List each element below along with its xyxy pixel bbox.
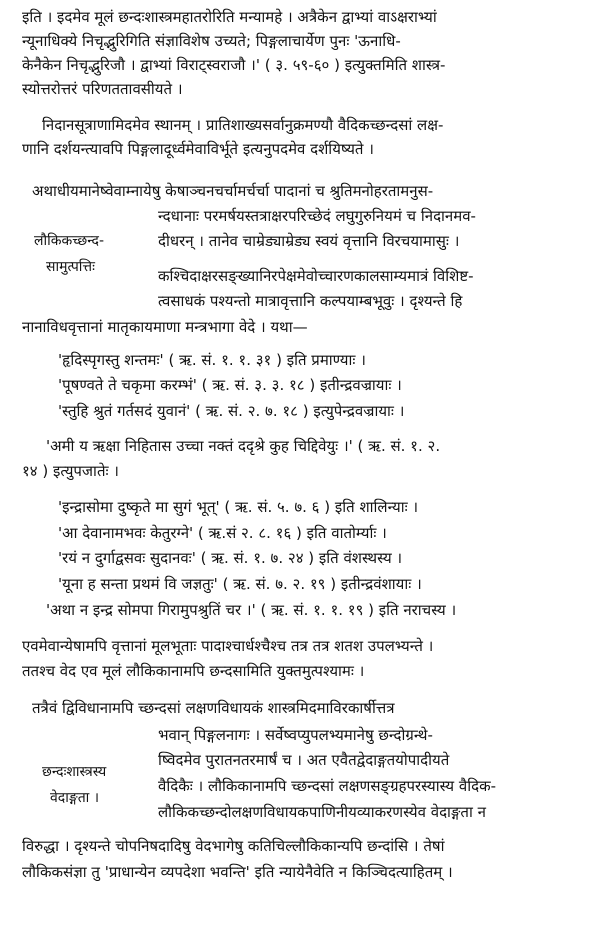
quote-line: 'पूषण्वते ते चकृमा करम्भं' ( ऋ. सं. ३. ३. १८ ) इतीन्द्रवज्रायाः । — [58, 376, 402, 394]
text-line: भवान् पिङ्गलनागः । सर्वेष्वप्युपलभ्यमानेषु छन्दोग्रन्थे- — [158, 726, 433, 744]
text-line: इति । इदमेव मूलं छन्दःशास्त्रमहातरोरिति मन्यामहे । अत्रैकेन द्वाभ्यां वाऽक्षराभ्यां — [22, 8, 437, 26]
text-line: णानि दर्शयन्त्यावपि पिङ्गलादूर्ध्वमेवाविर्भूते इत्यनुपदमेव दर्शयिष्यते । — [22, 140, 374, 158]
text-line: न्यूनाधिक्ये निचृद्भुरिगिति संज्ञाविशेष उच्यते; पिङ्गलाचार्येण पुनः 'ऊनाधि- — [22, 32, 401, 50]
text-line: केनैकेन निचृद्भुरिजौ । द्वाभ्यां विराट्स्वराजौ ।' ( ३. ५९-६० ) इत्युक्तमिति शास्त्र- — [22, 56, 446, 74]
text-line: कश्चिदाक्षरसङ्ख्यानिरपेक्षमेवोच्चारणकालसाम्यमात्रं विशिष्ट- — [158, 267, 474, 285]
text-line: लौकिकसंज्ञा तु 'प्राधान्येन व्यपदेशा भवन्ति' इति न्यायेनैवेति न किञ्चिदत्याहितम् । — [22, 863, 453, 881]
text-line: स्योत्तरोत्तरं परिणततावसीयते । — [22, 80, 183, 98]
text-line: न्दधानाः परमर्षयस्तत्राक्षरपरिच्छेदं लघुगुरुनियमं च निदानमव- — [158, 207, 476, 225]
text-line: एवमेवान्येषामपि वृत्तानां मूलभूताः पादाश्चार्धश्चैश्च तत्र तत्र शतश उपलभ्यन्ते । — [22, 637, 434, 655]
quote-line: 'अथा न इन्द्र सोमपा गिरामुपश्रुतिं चर ।' ( ऋ. सं. १. १. १९ ) इति नराचस्य । — [46, 601, 457, 619]
text-line: वैदिकैः । लौकिकानामपि च्छन्दसां लक्षणसङ्ग्रहपरस्यास्य वैदिक- — [158, 777, 497, 795]
quote-line: 'स्तुहि श्रुतं गर्तसदं युवानं' ( ऋ. सं. २. ७. १८ ) इत्युपेन्द्रवज्रायाः । — [58, 402, 405, 420]
text-line: विरुद्धा । दृश्यन्ते चोपनिषदादिषु वेदभागेषु कतिचिल्लौकिकान्यपि छन्दांसि । तेषां — [22, 837, 445, 855]
margin-note: वेदाङ्गता । — [50, 790, 100, 806]
quote-line: 'अमी य ऋक्षा निहितास उच्चा नक्तं ददृश्रे कुह चिद्दिवेयुः ।' ( ऋ. सं. १. २. — [46, 437, 441, 455]
quote-line: 'रयं न दुर्गाद्वसवः सुदानवः' ( ऋ. सं. १. ७. २४ ) इति वंशस्थस्य । — [58, 549, 403, 567]
margin-note: छन्दःशास्त्रस्य — [42, 764, 107, 780]
text-line: तत्रैवं द्विविधानामपि च्छन्दसां लक्षणविधायकं शास्त्रमिदमाविरकार्षीत्तत्र — [32, 699, 395, 717]
quote-line: 'यूना ह सन्ता प्रथमं वि जज्ञतुः' ( ऋ. सं. ७. २. १९ ) इतीन्द्रवंशायाः । — [58, 575, 422, 593]
text-line: ष्विदमेव पुरातनतरमार्षं च । अत एवैतद्वेदाङ्गतयोपादीयते — [158, 751, 450, 769]
text-line: नानाविधवृत्तानां मातृकायमाणा मन्त्रभागा वेदे । यथा— — [22, 318, 308, 336]
text-line: दीधरन् । तानेव चाम्रेड्याम्रेड्य स्वयं वृत्तानि विरचयामासुः । — [158, 232, 460, 250]
text-line: ततश्च वेद एव मूलं लौकिकानामपि छन्दसामिति युक्तमुत्पश्यामः । — [22, 662, 365, 680]
text-line: त्वसाधकं पश्यन्तो मात्रावृत्तानि कल्पयाम्बभूवुः । दृश्यन्ते हि — [158, 292, 463, 310]
quote-line: 'हृदिस्पृगस्तु शन्तमः' ( ऋ. सं. १. १. ३१ ) इति प्रमाण्याः । — [58, 351, 366, 369]
margin-note: लौकिकच्छन्द- — [34, 233, 105, 249]
text-line: अथाधीयमानेष्वेवाम्नायेषु केषाञ्चनचर्चामर्चर्चा पादानां च श्रुतिमनोहरतामनुस- — [32, 182, 434, 200]
text-line: लौकिकच्छन्दोलक्षणविधायकपाणिनीयव्याकरणस्येव वेदाङ्गता न — [158, 803, 486, 821]
quote-line: १४ ) इत्युपजातेः । — [22, 462, 119, 480]
quote-line: 'आ देवानामभवः केतुरग्ने' ( ऋ.सं २. ८. १६ ) इति वातोर्म्याः । — [58, 524, 387, 542]
margin-note: सामुत्पत्तिः — [46, 259, 95, 275]
text-line: निदानसूत्राणामिदमेव स्थानम् । प्रातिशाख्यसर्वानुक्रमण्यौ वैदिकच्छन्दसां लक्ष- — [42, 116, 444, 134]
quote-line: 'इन्द्रासोमा दुष्कृते मा सुगं भूत्' ( ऋ. सं. ५. ७. ६ ) इति शालिन्याः । — [58, 498, 419, 516]
